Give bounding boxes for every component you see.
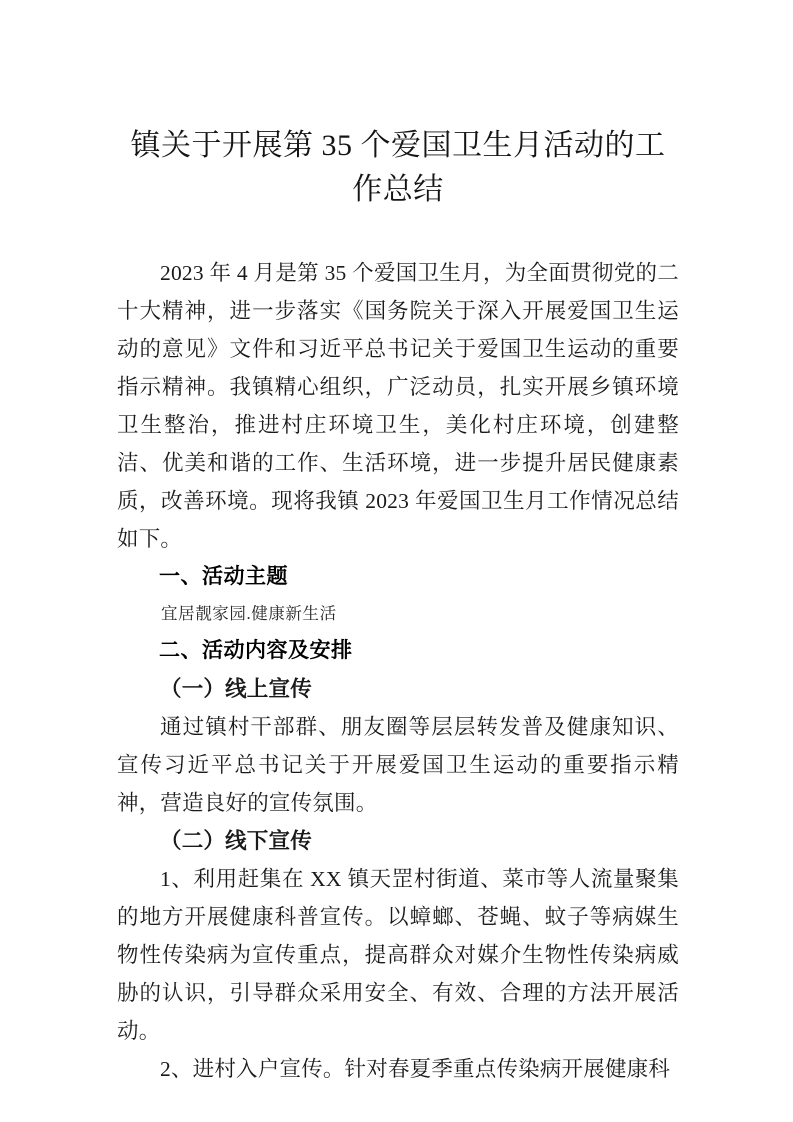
section-heading-activity-theme: 一、活动主题 [159,565,288,588]
paragraph-intro: 2023 年 4 月是第 35 个爱国卫生月，为全面贯彻党的二十大精神，进一步落实《国务院关于深入开展爱国卫生运动的意见》文件和习近平总书记关于爱国卫生运动的重要指示精神。我镇精心组织，广泛动员，扎实开展乡镇环境卫生整治，推进村庄环境卫生，美化村庄环境，创建整洁、优美和谐的工作、生活环境，进一步提升居民健康素质，改善环境。现将我镇 2023 年爱国卫生月工作情况总结如下。 [117,261,679,551]
paragraph-offline-item-1: 1、利用赶集在 XX 镇天罡村街道、菜市等人流量聚集的地方开展健康科普宣传。以蟑螂、苍蝇、蚊子等病媒生物性传染病为宣传重点，提高群众对媒介生物性传染病威胁的认识，引导群众采用安全、有效、合理的方法开展活动。 [117,867,679,1043]
paragraph-online-promotion: 通过镇村干部群、朋友圈等层层转发普及健康知识、宣传习近平总书记关于开展爱国卫生运动的重要指示精神，营造良好的宣传氛围。 [117,715,679,815]
section-heading-content-and-schedule: 二、活动内容及安排 [159,639,353,662]
sub-heading-online-promotion: （一）线上宣传 [160,677,312,701]
activity-theme-slogan: 宜居靓家园.健康新生活 [161,604,337,623]
page-title: 镇关于开展第 35 个爱国卫生月活动的工作总结 [130,129,666,206]
paragraph-offline-item-2: 2、进村入户宣传。针对春夏季重点传染病开展健康科 [160,1057,671,1081]
sub-heading-offline-promotion: （二）线下宣传 [160,829,312,853]
document-content [117,0,679,1088]
